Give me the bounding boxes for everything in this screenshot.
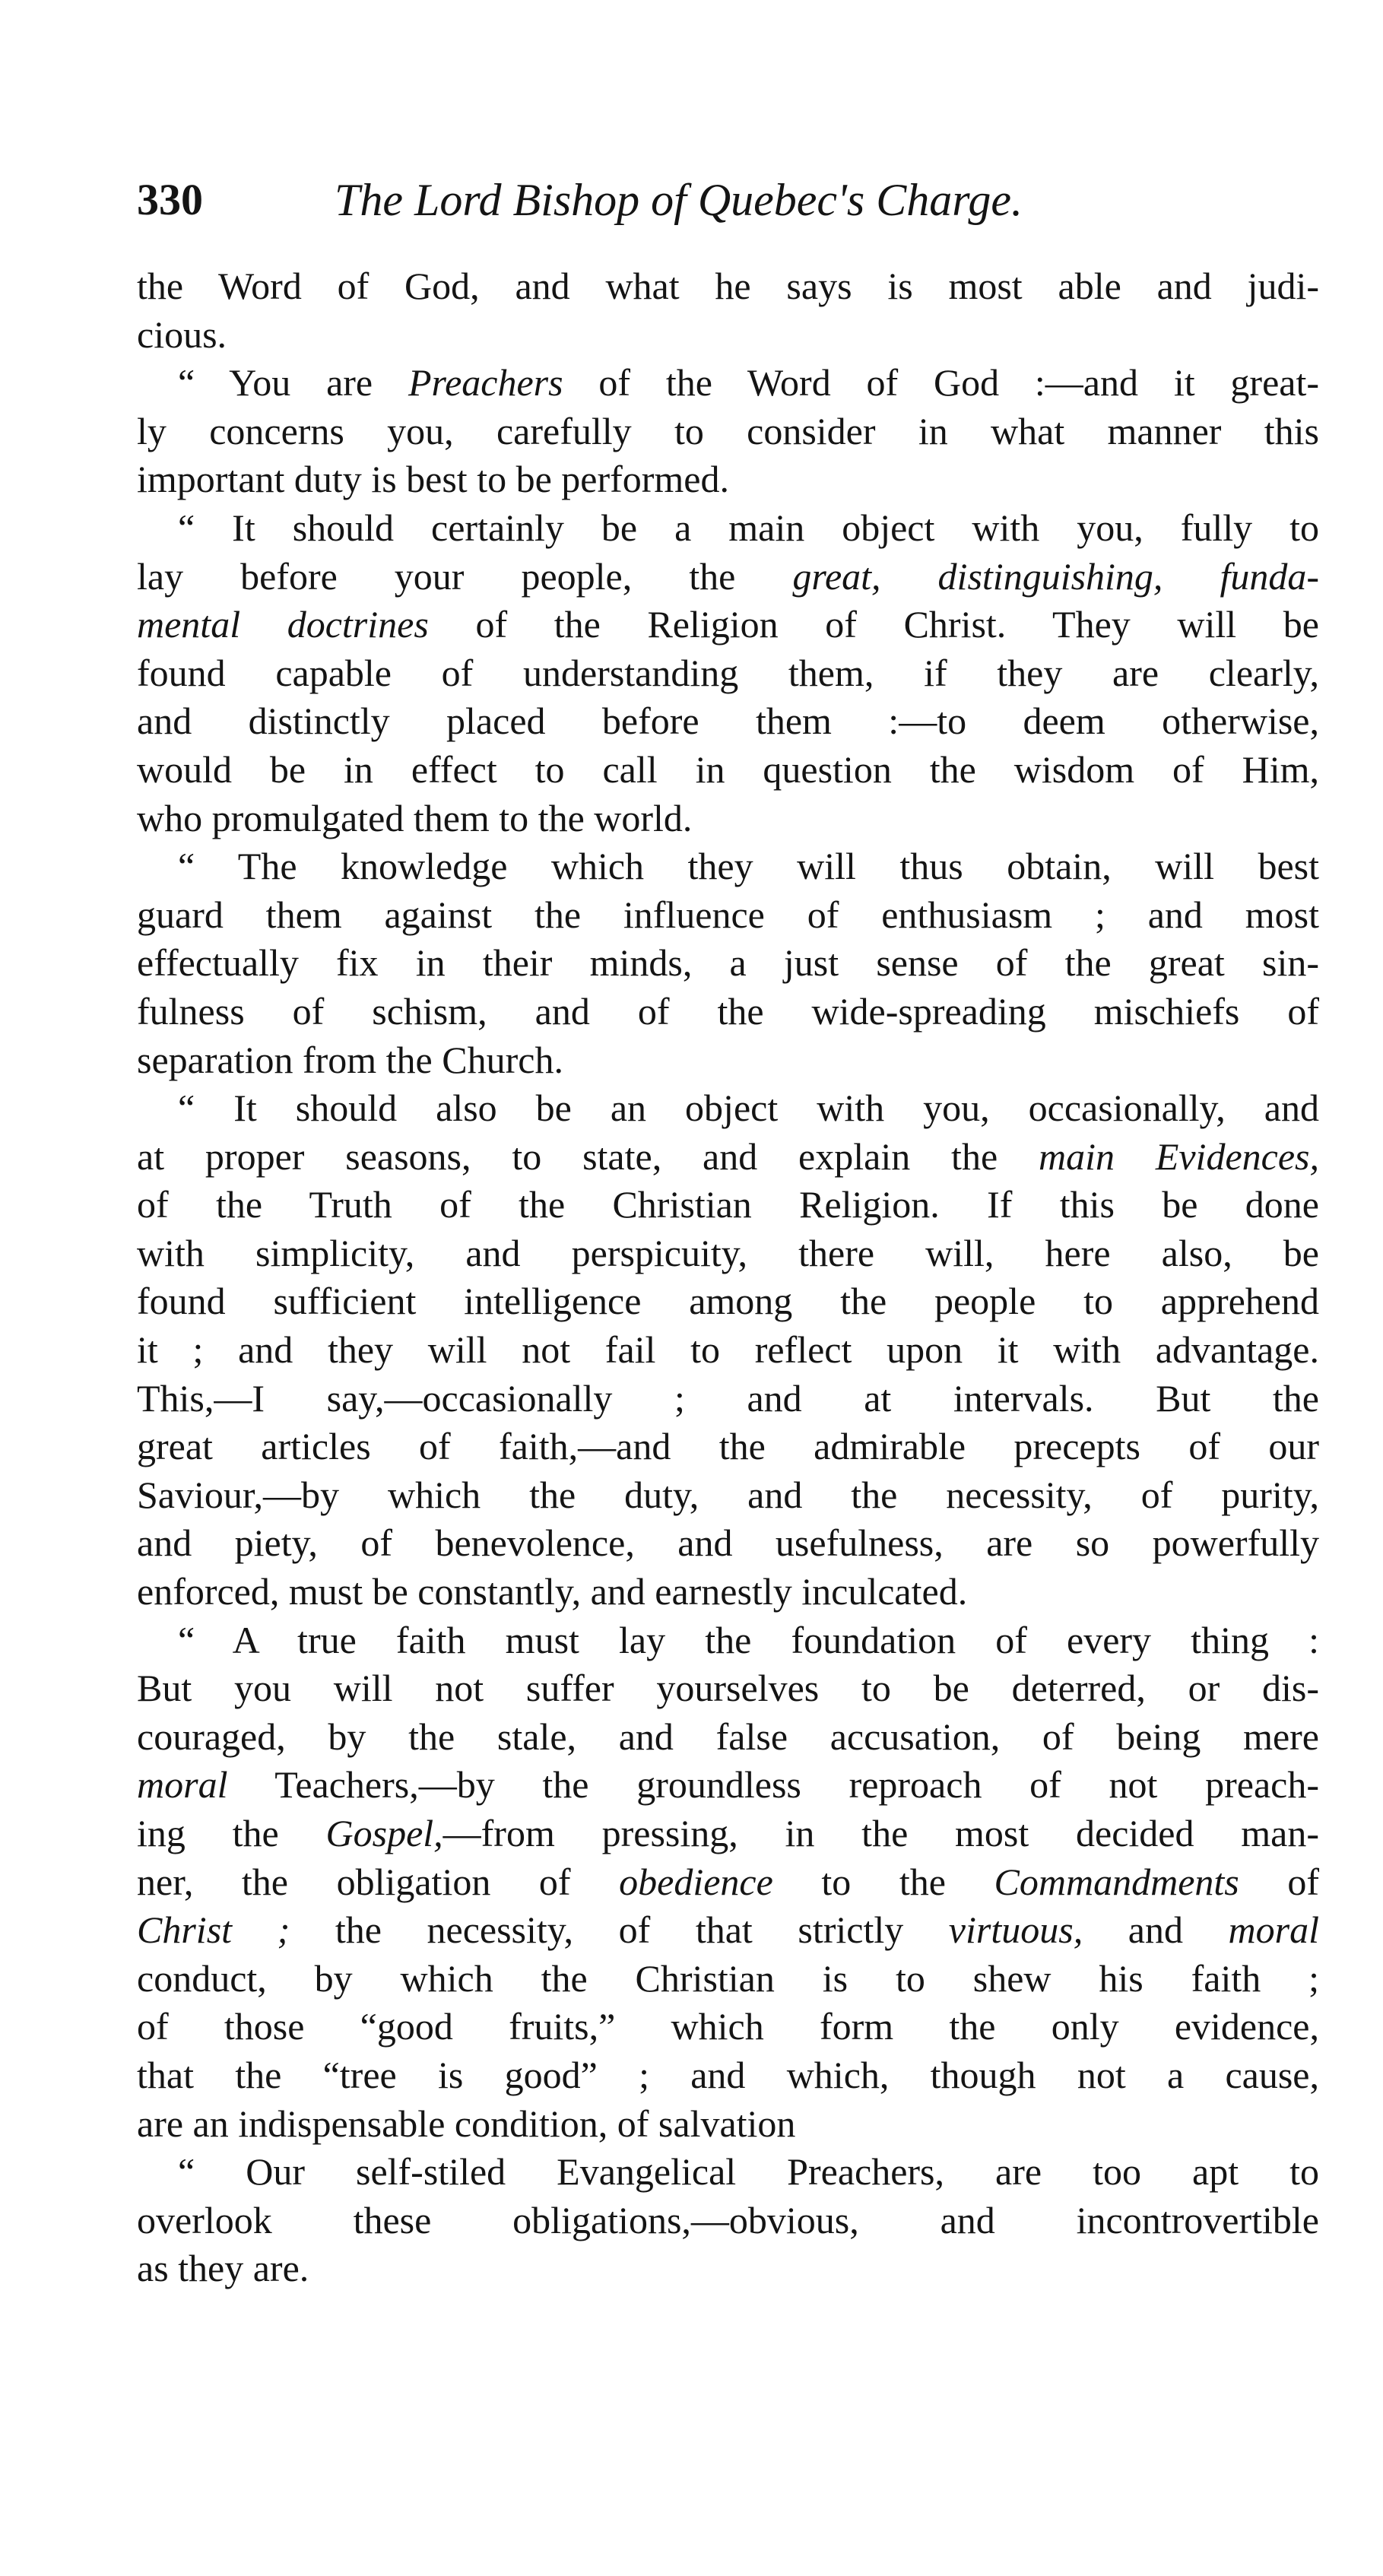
text-line <box>137 2148 1319 2197</box>
paragraph <box>137 359 1319 504</box>
text-segment: “ A true faith must lay the foundation of every thing : <box>178 1618 1319 1661</box>
text-line <box>137 842 1319 891</box>
text-line <box>137 1471 1319 1520</box>
page-number: 330 <box>137 175 203 224</box>
italic-text: mental doctrines <box>137 603 429 646</box>
text-line <box>137 1375 1319 1423</box>
text-segment: “ It should also be an object with you, occasionally, and <box>178 1087 1319 1130</box>
text-segment: and <box>1083 1908 1229 1952</box>
text-line <box>137 1568 1319 1616</box>
paragraph <box>137 262 1319 359</box>
text-segment: guard them against the influence of enthusiasm ; and most <box>137 893 1319 936</box>
paragraph <box>137 842 1319 1084</box>
text-line <box>137 601 1319 649</box>
italic-text: obedience <box>619 1860 773 1903</box>
text-line <box>137 359 1319 408</box>
italic-text: Christ ; <box>137 1908 290 1952</box>
italic-text: main Evidences, <box>1038 1134 1319 1178</box>
text-segment: “ You are <box>178 361 408 404</box>
text-segment: ing the <box>137 1812 326 1854</box>
text-line <box>137 2197 1319 2245</box>
paragraph <box>137 1616 1319 2149</box>
text-line <box>137 1906 1319 1955</box>
text-line <box>137 1133 1319 1182</box>
text-segment: it ; and they will not fail to reflect upon it with advantage. <box>137 1328 1319 1372</box>
text-segment: overlook these obligations,—obvious, and incontrovertible <box>137 2198 1319 2241</box>
text-line <box>137 795 1319 843</box>
text-line <box>137 1713 1319 1762</box>
text-line <box>137 1955 1319 2003</box>
text-line <box>137 746 1319 795</box>
running-title: The Lord Bishop of Quebec's Charge. <box>335 175 1023 225</box>
text-segment: “ The knowledge which they will thus obtain, will best <box>178 845 1319 888</box>
text-segment: Teachers,—by the groundless reproach of not preach- <box>227 1763 1319 1807</box>
text-segment: couraged, by the stale, and false accusation, of being mere <box>137 1715 1319 1758</box>
text-line <box>137 1858 1319 1907</box>
text-segment: found capable of understanding them, if they are clearly, <box>137 651 1319 694</box>
text-segment: of <box>1239 1860 1319 1903</box>
text-segment: found sufficient intelligence among the people to apprehend <box>137 1280 1319 1323</box>
text-line <box>137 455 1319 504</box>
text-segment: the necessity, of that strictly <box>290 1908 949 1952</box>
text-segment: This,—I say,—occasionally ; and at intervals. But the <box>137 1376 1319 1420</box>
text-line <box>137 1664 1319 1713</box>
text-segment: great articles of faith,—and the admirable precepts of our <box>137 1425 1319 1468</box>
text-line <box>137 697 1319 746</box>
text-segment: of those “good fruits,” which form the only evidence, <box>137 2005 1319 2048</box>
text-segment: separation from the Church. <box>137 1038 563 1081</box>
text-line <box>137 262 1319 311</box>
body-text <box>137 262 1319 2293</box>
text-line <box>137 939 1319 988</box>
text-segment: and distinctly placed before them :—to deem otherwise, <box>137 700 1319 743</box>
text-line <box>137 553 1319 601</box>
text-line <box>137 2100 1319 2149</box>
text-segment: “ It should certainly be a main object with you, fully to <box>178 506 1319 549</box>
text-segment: to the <box>772 1860 994 1903</box>
text-segment: that the “tree is good” ; and which, though not a cause, <box>137 2053 1319 2096</box>
text-segment: of the Word of God :—and it great- <box>563 361 1319 404</box>
text-line <box>137 1084 1319 1133</box>
text-segment: —from pressing, in the most decided man- <box>442 1812 1319 1854</box>
text-segment: ner, the obligation of <box>137 1860 620 1903</box>
text-segment: as they are. <box>137 2247 309 2290</box>
text-line <box>137 649 1319 698</box>
text-line <box>137 408 1319 456</box>
text-line <box>137 2003 1319 2051</box>
text-line <box>137 1616 1319 1665</box>
text-line <box>137 1277 1319 1326</box>
text-line <box>137 1229 1319 1278</box>
italic-text: Preachers <box>408 361 563 404</box>
text-segment: enforced, must be constantly, and earnestly inculcated. <box>137 1570 968 1613</box>
text-segment: lay before your people, the <box>137 554 793 598</box>
text-segment: important duty is best to be performed. <box>137 458 730 501</box>
text-segment: and piety, of benevolence, and usefulness, are so powerfully <box>137 1521 1319 1565</box>
text-line <box>137 504 1319 553</box>
text-line <box>137 1181 1319 1229</box>
italic-text: moral <box>137 1763 228 1807</box>
italic-text: moral <box>1228 1908 1319 1952</box>
text-line <box>137 1519 1319 1568</box>
italic-text: Gospel, <box>325 1812 443 1854</box>
text-segment: who promulgated them to the world. <box>137 796 693 839</box>
text-line <box>137 1036 1319 1085</box>
italic-text: Commandments <box>994 1860 1239 1903</box>
text-line <box>137 1810 1319 1858</box>
italic-text: great, distinguishing, funda- <box>792 554 1319 598</box>
text-segment: with simplicity, and perspicuity, there will, here also, be <box>137 1231 1319 1274</box>
text-segment: cious. <box>137 312 227 356</box>
text-line <box>137 2244 1319 2293</box>
text-line <box>137 988 1319 1036</box>
italic-text: virtuous, <box>948 1908 1083 1952</box>
running-head <box>137 166 1323 234</box>
text-segment: effectually fix in their minds, a just sense of the great sin- <box>137 941 1319 985</box>
text-line <box>137 891 1319 940</box>
text-line <box>137 1326 1319 1375</box>
paragraph <box>137 2148 1319 2293</box>
text-segment: would be in effect to call in question the wisdom of Him, <box>137 747 1319 791</box>
text-segment: the Word of God, and what he says is most able and judi- <box>137 265 1319 307</box>
text-segment: of the Religion of Christ. They will be <box>428 603 1320 646</box>
text-segment: are an indispensable condition, of salvation <box>137 2102 796 2145</box>
text-segment: “ Our self-stiled Evangelical Preachers, are too apt to <box>178 2150 1319 2194</box>
text-segment: conduct, by which the Christian is to shew his faith ; <box>137 1956 1319 2000</box>
text-line <box>137 311 1319 360</box>
text-segment: ly concerns you, carefully to consider in what manner this <box>137 409 1319 452</box>
text-segment: Saviour,—by which the duty, and the necessity, of purity, <box>137 1473 1319 1516</box>
text-segment: of the Truth of the Christian Religion. If this be done <box>137 1183 1319 1226</box>
text-line <box>137 2051 1319 2100</box>
paragraph <box>137 1084 1319 1616</box>
text-segment: at proper seasons, to state, and explain the <box>137 1134 1039 1178</box>
paragraph <box>137 504 1319 842</box>
text-segment: fulness of schism, and of the wide-spreading mischiefs of <box>137 989 1319 1033</box>
text-segment: But you will not suffer yourselves to be deterred, or dis- <box>137 1667 1319 1710</box>
text-line <box>137 1761 1319 1810</box>
text-line <box>137 1423 1319 1471</box>
